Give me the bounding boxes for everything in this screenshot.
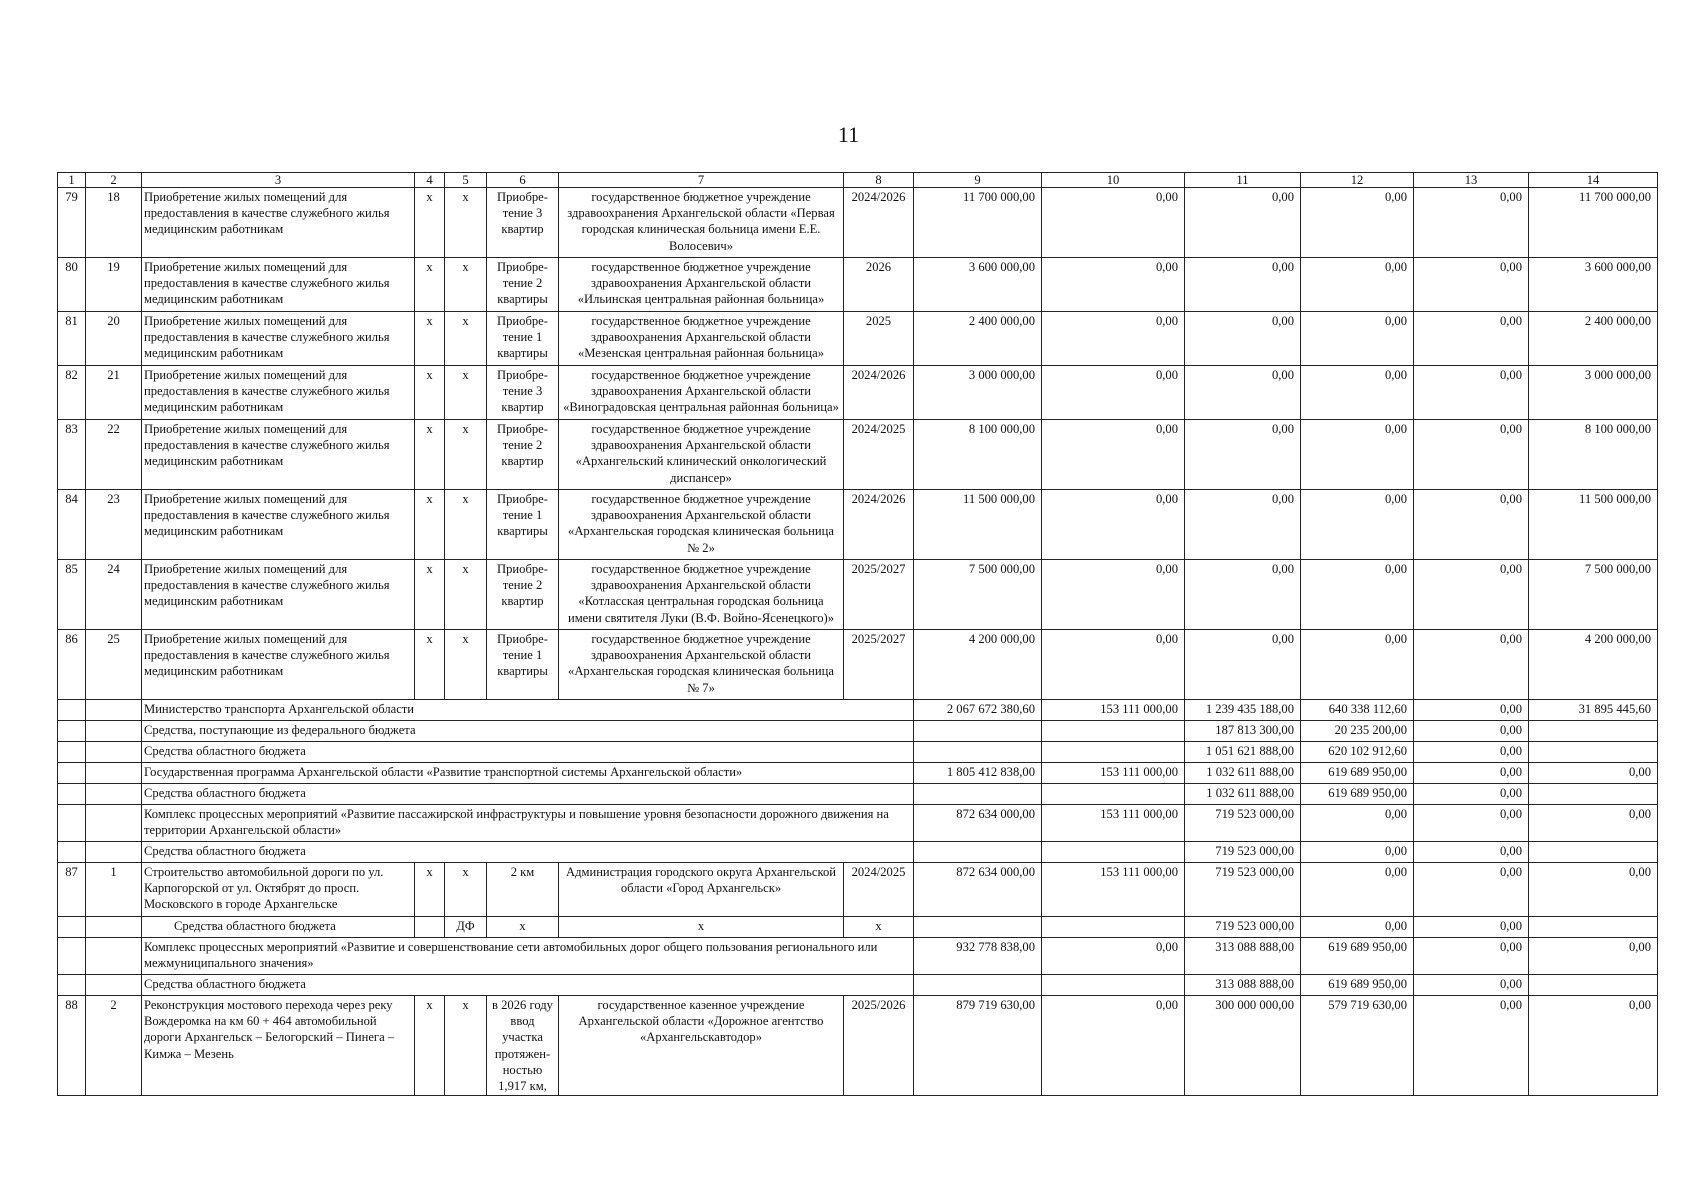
year3-cell: 0,00	[1301, 490, 1414, 560]
total-cell: 11 500 000,00	[914, 490, 1042, 560]
summary-value: 620 102 912,60	[1301, 742, 1414, 763]
year2-cell: 719 523 000,00	[1185, 863, 1301, 917]
fund-value: 0,00	[1414, 917, 1529, 938]
empty-cell	[58, 805, 86, 842]
year1-cell: 0,00	[1042, 258, 1185, 312]
summary-value	[1529, 784, 1658, 805]
result-cell: Приобре-тение 2 квартир	[487, 420, 559, 490]
year1-cell: 0,00	[1042, 188, 1185, 258]
summary-value	[1529, 721, 1658, 742]
budget-table	[57, 172, 1658, 1096]
fund-row	[58, 917, 1658, 938]
summary-value: 872 634 000,00	[914, 805, 1042, 842]
col4-cell: х	[415, 188, 445, 258]
table-row	[58, 420, 1658, 490]
summary-row	[58, 975, 1658, 996]
total-cell: 879 719 630,00	[914, 996, 1042, 1096]
column-header: 9	[914, 173, 1042, 188]
summary-value: 0,00	[1414, 700, 1529, 721]
empty-cell	[86, 721, 142, 742]
summary-value: 153 111 000,00	[1042, 763, 1185, 784]
col5-cell: х	[445, 560, 487, 630]
year2-cell: 0,00	[1185, 258, 1301, 312]
summary-value: 719 523 000,00	[1185, 805, 1301, 842]
fund-value: 719 523 000,00	[1185, 917, 1301, 938]
year4-cell: 0,00	[1414, 420, 1529, 490]
summary-value: 1 805 412 838,00	[914, 763, 1042, 784]
total-cell: 2 400 000,00	[914, 312, 1042, 366]
year4-cell: 0,00	[1414, 188, 1529, 258]
row-number: 88	[58, 996, 86, 1096]
summary-value: 313 088 888,00	[1185, 975, 1301, 996]
year4-cell: 0,00	[1414, 863, 1529, 917]
result-cell: Приобре-тение 1 квартиры	[487, 490, 559, 560]
year1-cell: 153 111 000,00	[1042, 863, 1185, 917]
summary-value: 153 111 000,00	[1042, 700, 1185, 721]
result-cell: в 2026 году ввод участка протяжен-ностью 1,917 км,	[487, 996, 559, 1096]
fund-x: х	[559, 917, 844, 938]
fund-code: ДФ	[445, 917, 487, 938]
description-cell: Приобретение жилых помещений для предоставления в качестве служебного жилья медицинским работникам	[142, 490, 415, 560]
description-cell: Приобретение жилых помещений для предоставления в качестве служебного жилья медицинским работникам	[142, 312, 415, 366]
result-cell: Приобре-тение 1 квартиры	[487, 312, 559, 366]
summary-label: Министерство транспорта Архангельской области	[142, 700, 914, 721]
row-number: 85	[58, 560, 86, 630]
result-cell: Приобре-тение 2 квартир	[487, 560, 559, 630]
year2-cell: 0,00	[1185, 630, 1301, 700]
summary-label: Средства областного бюджета	[142, 784, 914, 805]
executor-cell: государственное бюджетное учреждение здравоохранения Архангельской области «Котласская центральная городская больница имени святителя Луки (В.Ф. Войно-Ясенецкого)»	[559, 560, 844, 630]
description-cell: Приобретение жилых помещений для предоставления в качестве служебного жилья медицинским работникам	[142, 560, 415, 630]
summary-value: 0,00	[1414, 763, 1529, 784]
summary-value	[914, 721, 1042, 742]
summary-row	[58, 805, 1658, 842]
row-number: 87	[58, 863, 86, 917]
empty-cell	[58, 763, 86, 784]
summary-value	[1529, 975, 1658, 996]
col4-cell: х	[415, 366, 445, 420]
summary-value: 0,00	[1414, 784, 1529, 805]
year1-cell: 0,00	[1042, 996, 1185, 1096]
empty-cell	[58, 784, 86, 805]
column-header: 2	[86, 173, 142, 188]
year3-cell: 0,00	[1301, 630, 1414, 700]
period-cell: 2025/2027	[844, 630, 914, 700]
empty-cell	[58, 721, 86, 742]
summary-value	[914, 784, 1042, 805]
summary-value	[914, 842, 1042, 863]
summary-value: 1 032 611 888,00	[1185, 784, 1301, 805]
col5-cell: х	[445, 863, 487, 917]
period-cell: 2024/2026	[844, 490, 914, 560]
executor-cell: Администрация городского округа Архангельской области «Город Архангельск»	[559, 863, 844, 917]
description-cell: Приобретение жилых помещений для предоставления в качестве служебного жилья медицинским работникам	[142, 188, 415, 258]
year3-cell: 579 719 630,00	[1301, 996, 1414, 1096]
col5-cell: х	[445, 420, 487, 490]
result-cell: 2 км	[487, 863, 559, 917]
col5-cell: х	[445, 258, 487, 312]
sub-number: 1	[86, 863, 142, 917]
year1-cell: 0,00	[1042, 560, 1185, 630]
col4-cell: х	[415, 863, 445, 917]
period-cell: 2025/2027	[844, 560, 914, 630]
year3-cell: 0,00	[1301, 863, 1414, 917]
empty-cell	[58, 842, 86, 863]
year4-cell: 0,00	[1414, 366, 1529, 420]
extra-cell: 3 000 000,00	[1529, 366, 1658, 420]
summary-value	[1529, 742, 1658, 763]
sub-number: 19	[86, 258, 142, 312]
sub-number: 20	[86, 312, 142, 366]
summary-value: 1 051 621 888,00	[1185, 742, 1301, 763]
year2-cell: 0,00	[1185, 312, 1301, 366]
extra-cell: 11 500 000,00	[1529, 490, 1658, 560]
year4-cell: 0,00	[1414, 630, 1529, 700]
summary-value	[1042, 975, 1185, 996]
table-row	[58, 630, 1658, 700]
col5-cell: х	[445, 312, 487, 366]
executor-cell: государственное бюджетное учреждение здравоохранения Архангельской области «Первая городская клиническая больница имени Е.Е. Волосевич»	[559, 188, 844, 258]
extra-cell: 0,00	[1529, 863, 1658, 917]
column-header: 3	[142, 173, 415, 188]
sub-number: 21	[86, 366, 142, 420]
year4-cell: 0,00	[1414, 560, 1529, 630]
col4-cell: х	[415, 996, 445, 1096]
period-cell: 2024/2025	[844, 863, 914, 917]
table-row	[58, 863, 1658, 917]
year4-cell: 0,00	[1414, 312, 1529, 366]
summary-row	[58, 784, 1658, 805]
table-row	[58, 560, 1658, 630]
extra-cell: 2 400 000,00	[1529, 312, 1658, 366]
summary-value: 31 895 445,60	[1529, 700, 1658, 721]
description-cell: Реконструкция мостового перехода через реку Вождеромка на км 60 + 464 автомобильной дороги Архангельск – Белогорский – Пинега – Кимжа – Мезень	[142, 996, 415, 1096]
fund-label: Средства областного бюджета	[142, 917, 415, 938]
total-cell: 3 000 000,00	[914, 366, 1042, 420]
empty-cell	[86, 784, 142, 805]
header-row	[58, 173, 1658, 188]
executor-cell: государственное казенное учреждение Архангельской области «Дорожное агентство «Архангельскавтодор»	[559, 996, 844, 1096]
executor-cell: государственное бюджетное учреждение здравоохранения Архангельской области «Мезенская центральная районная больница»	[559, 312, 844, 366]
table-row	[58, 996, 1658, 1096]
row-number: 84	[58, 490, 86, 560]
summary-value: 0,00	[1529, 938, 1658, 975]
summary-value: 0,00	[1414, 842, 1529, 863]
year2-cell: 0,00	[1185, 420, 1301, 490]
empty-cell	[58, 742, 86, 763]
year3-cell: 0,00	[1301, 312, 1414, 366]
row-number: 83	[58, 420, 86, 490]
fund-x: х	[487, 917, 559, 938]
summary-label: Средства областного бюджета	[142, 975, 914, 996]
summary-row	[58, 700, 1658, 721]
summary-value: 0,00	[1414, 805, 1529, 842]
description-cell: Приобретение жилых помещений для предоставления в качестве служебного жилья медицинским работникам	[142, 258, 415, 312]
year1-cell: 0,00	[1042, 312, 1185, 366]
summary-value: 0,00	[1529, 763, 1658, 784]
empty-cell	[58, 700, 86, 721]
table-row	[58, 490, 1658, 560]
summary-value: 0,00	[1414, 975, 1529, 996]
col4-cell: х	[415, 420, 445, 490]
summary-value: 0,00	[1301, 842, 1414, 863]
summary-value: 0,00	[1414, 721, 1529, 742]
row-number: 86	[58, 630, 86, 700]
empty-cell	[58, 917, 86, 938]
result-cell: Приобре-тение 2 квартиры	[487, 258, 559, 312]
summary-value: 932 778 838,00	[914, 938, 1042, 975]
sub-number: 18	[86, 188, 142, 258]
result-cell: Приобре-тение 3 квартир	[487, 366, 559, 420]
period-cell: 2024/2026	[844, 366, 914, 420]
summary-value: 619 689 950,00	[1301, 938, 1414, 975]
empty-cell	[86, 917, 142, 938]
column-header: 13	[1414, 173, 1529, 188]
fund-value: 0,00	[1301, 917, 1414, 938]
fund-x: х	[844, 917, 914, 938]
table-row	[58, 366, 1658, 420]
col5-cell: х	[445, 996, 487, 1096]
executor-cell: государственное бюджетное учреждение здравоохранения Архангельской области «Архангельский клинический онкологический диспансер»	[559, 420, 844, 490]
empty-cell	[58, 975, 86, 996]
year2-cell: 300 000 000,00	[1185, 996, 1301, 1096]
sub-number: 22	[86, 420, 142, 490]
column-header: 8	[844, 173, 914, 188]
result-cell: Приобре-тение 1 квартиры	[487, 630, 559, 700]
sub-number: 2	[86, 996, 142, 1096]
total-cell: 8 100 000,00	[914, 420, 1042, 490]
summary-value: 187 813 300,00	[1185, 721, 1301, 742]
row-number: 80	[58, 258, 86, 312]
extra-cell: 3 600 000,00	[1529, 258, 1658, 312]
period-cell: 2025	[844, 312, 914, 366]
row-number: 81	[58, 312, 86, 366]
period-cell: 2026	[844, 258, 914, 312]
year4-cell: 0,00	[1414, 996, 1529, 1096]
summary-value: 153 111 000,00	[1042, 805, 1185, 842]
result-cell: Приобре-тение 3 квартир	[487, 188, 559, 258]
period-cell: 2024/2026	[844, 188, 914, 258]
empty-cell	[86, 975, 142, 996]
summary-value: 0,00	[1414, 742, 1529, 763]
fund-value	[1529, 917, 1658, 938]
summary-value: 1 032 611 888,00	[1185, 763, 1301, 784]
summary-value	[1042, 721, 1185, 742]
summary-value: 0,00	[1414, 938, 1529, 975]
row-number: 82	[58, 366, 86, 420]
summary-value: 313 088 888,00	[1185, 938, 1301, 975]
col4-cell: х	[415, 560, 445, 630]
total-cell: 7 500 000,00	[914, 560, 1042, 630]
year3-cell: 0,00	[1301, 420, 1414, 490]
total-cell: 11 700 000,00	[914, 188, 1042, 258]
year1-cell: 0,00	[1042, 420, 1185, 490]
empty-cell	[86, 763, 142, 784]
empty-cell	[86, 700, 142, 721]
summary-row	[58, 842, 1658, 863]
col5-cell: х	[445, 366, 487, 420]
empty-cell	[86, 842, 142, 863]
summary-value: 619 689 950,00	[1301, 763, 1414, 784]
sub-number: 23	[86, 490, 142, 560]
summary-value: 619 689 950,00	[1301, 975, 1414, 996]
summary-value: 2 067 672 380,60	[914, 700, 1042, 721]
description-cell: Приобретение жилых помещений для предоставления в качестве служебного жилья медицинским работникам	[142, 420, 415, 490]
table-row	[58, 188, 1658, 258]
total-cell: 872 634 000,00	[914, 863, 1042, 917]
executor-cell: государственное бюджетное учреждение здравоохранения Архангельской области «Архангельская городская клиническая больница № 7»	[559, 630, 844, 700]
summary-value	[1042, 842, 1185, 863]
year1-cell: 0,00	[1042, 366, 1185, 420]
summary-value	[1042, 784, 1185, 805]
executor-cell: государственное бюджетное учреждение здравоохранения Архангельской области «Ильинская центральная районная больница»	[559, 258, 844, 312]
extra-cell: 0,00	[1529, 996, 1658, 1096]
summary-label: Средства областного бюджета	[142, 742, 914, 763]
summary-value: 640 338 112,60	[1301, 700, 1414, 721]
extra-cell: 8 100 000,00	[1529, 420, 1658, 490]
summary-value: 0,00	[1529, 805, 1658, 842]
column-header: 12	[1301, 173, 1414, 188]
sub-number: 24	[86, 560, 142, 630]
column-header: 4	[415, 173, 445, 188]
summary-value: 619 689 950,00	[1301, 784, 1414, 805]
column-header: 7	[559, 173, 844, 188]
year4-cell: 0,00	[1414, 258, 1529, 312]
year3-cell: 0,00	[1301, 366, 1414, 420]
row-number: 79	[58, 188, 86, 258]
fund-value	[1042, 917, 1185, 938]
col5-cell: х	[445, 188, 487, 258]
col4-cell: х	[415, 630, 445, 700]
description-cell: Строительство автомобильной дороги по ул. Карпогорской от ул. Октябрят до просп. Московского в городе Архангельске	[142, 863, 415, 917]
table-row	[58, 258, 1658, 312]
total-cell: 3 600 000,00	[914, 258, 1042, 312]
summary-row	[58, 763, 1658, 784]
summary-label: Средства областного бюджета	[142, 842, 914, 863]
year3-cell: 0,00	[1301, 188, 1414, 258]
extra-cell: 11 700 000,00	[1529, 188, 1658, 258]
empty-cell	[86, 938, 142, 975]
empty-cell	[86, 805, 142, 842]
year3-cell: 0,00	[1301, 258, 1414, 312]
empty-cell	[86, 742, 142, 763]
summary-value: 0,00	[1301, 805, 1414, 842]
fund-value	[914, 917, 1042, 938]
year1-cell: 0,00	[1042, 490, 1185, 560]
summary-value: 719 523 000,00	[1185, 842, 1301, 863]
summary-value	[1042, 742, 1185, 763]
summary-value	[914, 975, 1042, 996]
column-header: 5	[445, 173, 487, 188]
summary-label: Комплекс процессных мероприятий «Развитие и совершенствование сети автомобильных дорог общего пользования регионального или межмуниципального значения»	[142, 938, 914, 975]
description-cell: Приобретение жилых помещений для предоставления в качестве служебного жилья медицинским работникам	[142, 630, 415, 700]
summary-value	[1529, 842, 1658, 863]
year2-cell: 0,00	[1185, 188, 1301, 258]
summary-value: 0,00	[1042, 938, 1185, 975]
sub-number: 25	[86, 630, 142, 700]
description-cell: Приобретение жилых помещений для предоставления в качестве служебного жилья медицинским работникам	[142, 366, 415, 420]
executor-cell: государственное бюджетное учреждение здравоохранения Архангельской области «Архангельская городская клиническая больница № 2»	[559, 490, 844, 560]
total-cell: 4 200 000,00	[914, 630, 1042, 700]
extra-cell: 4 200 000,00	[1529, 630, 1658, 700]
col4-cell: х	[415, 258, 445, 312]
column-header: 14	[1529, 173, 1658, 188]
period-cell: 2025/2026	[844, 996, 914, 1096]
summary-row	[58, 742, 1658, 763]
column-header: 10	[1042, 173, 1185, 188]
empty-cell	[415, 917, 445, 938]
summary-value: 20 235 200,00	[1301, 721, 1414, 742]
col4-cell: х	[415, 312, 445, 366]
year2-cell: 0,00	[1185, 560, 1301, 630]
empty-cell	[58, 938, 86, 975]
page-number: 11	[837, 122, 860, 147]
year3-cell: 0,00	[1301, 560, 1414, 630]
summary-label: Государственная программа Архангельской области «Развитие транспортной системы Архангельской области»	[142, 763, 914, 784]
extra-cell: 7 500 000,00	[1529, 560, 1658, 630]
summary-row	[58, 721, 1658, 742]
year2-cell: 0,00	[1185, 366, 1301, 420]
year1-cell: 0,00	[1042, 630, 1185, 700]
executor-cell: государственное бюджетное учреждение здравоохранения Архангельской области «Виноградовская центральная районная больница»	[559, 366, 844, 420]
summary-row	[58, 938, 1658, 975]
col5-cell: х	[445, 490, 487, 560]
table-row	[58, 312, 1658, 366]
period-cell: 2024/2025	[844, 420, 914, 490]
summary-value: 1 239 435 188,00	[1185, 700, 1301, 721]
column-header: 6	[487, 173, 559, 188]
year4-cell: 0,00	[1414, 490, 1529, 560]
summary-label: Средства, поступающие из федерального бюджета	[142, 721, 914, 742]
col5-cell: х	[445, 630, 487, 700]
summary-label: Комплекс процессных мероприятий «Развитие пассажирской инфраструктуры и повышение уровня безопасности дорожного движения на территории Архангельской области»	[142, 805, 914, 842]
column-header: 1	[58, 173, 86, 188]
col4-cell: х	[415, 490, 445, 560]
summary-value	[914, 742, 1042, 763]
column-header: 11	[1185, 173, 1301, 188]
year2-cell: 0,00	[1185, 490, 1301, 560]
